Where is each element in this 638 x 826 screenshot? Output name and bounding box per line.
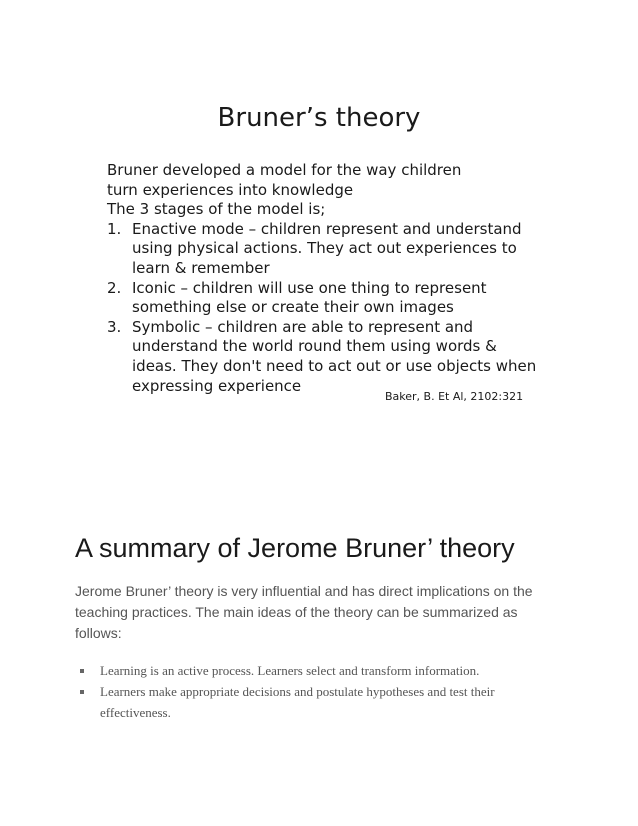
intro-line: turn experiences into knowledge	[107, 180, 354, 199]
stage-line: Iconic – children will use one thing to represent	[132, 278, 487, 297]
square-bullet-icon	[80, 690, 84, 694]
stage-line: using physical actions. They act out experiences to	[132, 239, 517, 258]
slide-body	[107, 161, 547, 396]
stage-number: 2.	[107, 278, 122, 297]
stage-line: ideas. They don't need to act out or use objects when	[132, 356, 537, 375]
list-item-text: Learning is an active process. Learners select and transform information.	[100, 663, 480, 678]
stage-item-enactive	[107, 220, 547, 279]
intro-line: The 3 stages of the model is;	[107, 200, 326, 219]
slide-title: Bruner’s theory	[217, 103, 421, 133]
stage-number: 1.	[107, 219, 122, 238]
stage-line: learn & remember	[132, 258, 270, 277]
summary-bullet-list	[75, 660, 555, 723]
square-bullet-icon	[80, 669, 84, 673]
stage-line: Enactive mode – children represent and understand	[132, 219, 522, 238]
list-item	[75, 681, 555, 723]
stage-item-symbolic	[107, 318, 547, 396]
summary-heading: A summary of Jerome Bruner’ theory	[75, 533, 515, 563]
stage-line: Symbolic – children are able to represent and	[132, 317, 474, 336]
citation: Baker, B. Et Al, 2102:321	[385, 390, 524, 403]
list-item	[75, 660, 555, 681]
stages-list	[107, 220, 547, 396]
stage-line: expressing experience	[132, 376, 302, 395]
intro-line: Bruner developed a model for the way children	[107, 161, 462, 179]
summary-paragraph: Jerome Bruner’ theory is very influential and has direct implications on the teaching practices. The main ideas of the theory can be summarized as follows:	[75, 583, 533, 641]
stage-line: understand the world round them using words &	[132, 337, 497, 356]
stage-line: something else or create their own images	[132, 298, 454, 317]
list-item-text: Learners make appropriate decisions and postulate hypotheses and test their effectiveness.	[100, 684, 495, 720]
stage-item-iconic	[107, 279, 547, 318]
stage-number: 3.	[107, 317, 122, 336]
